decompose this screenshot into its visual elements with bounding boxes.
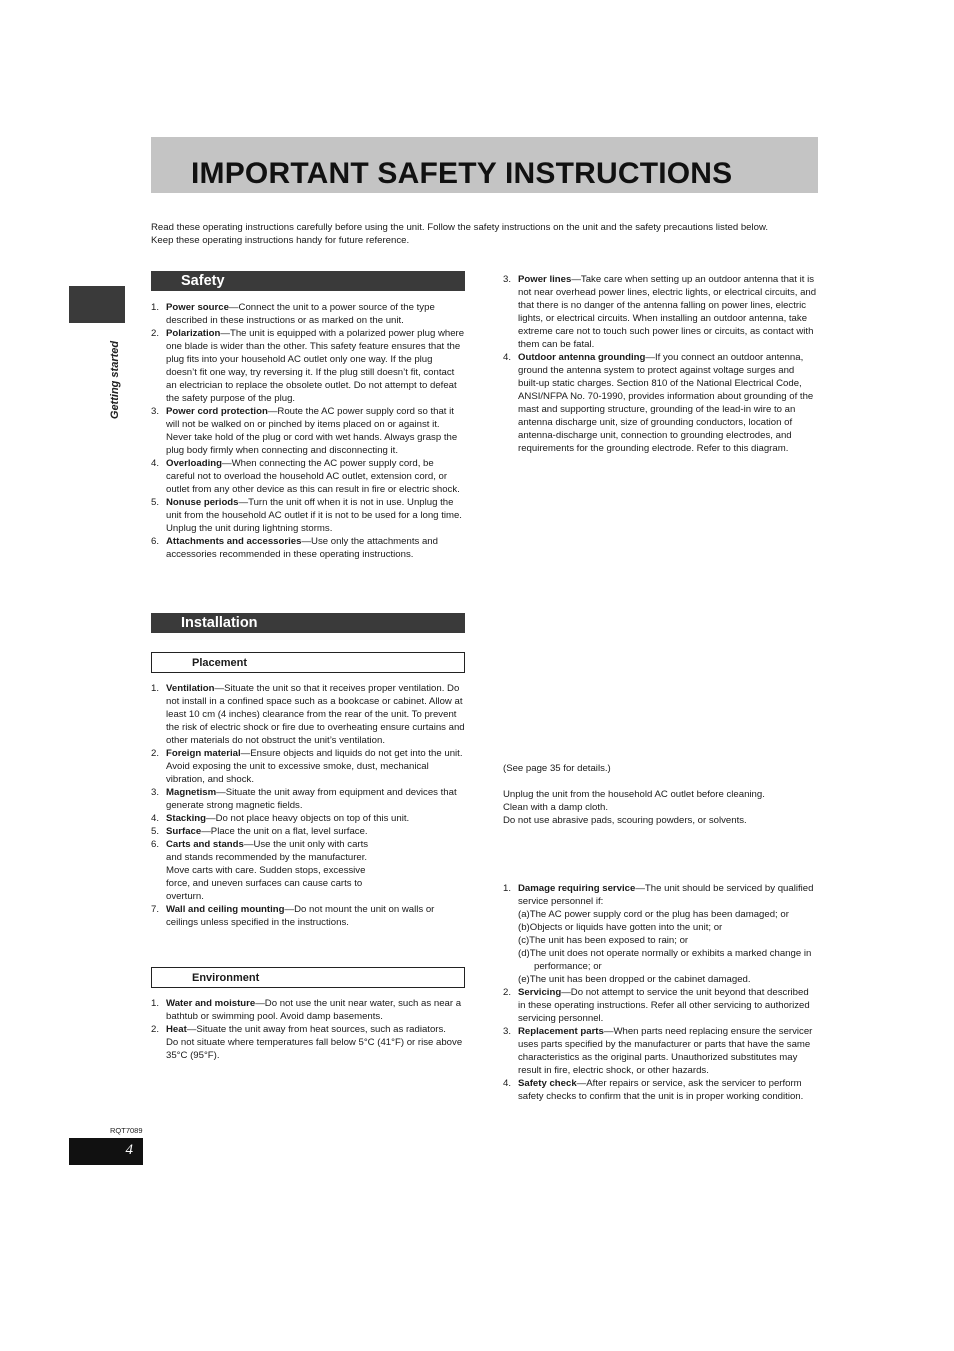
model-code: RQT7089 xyxy=(110,1126,143,1135)
see-page-note: (See page 35 for details.) xyxy=(503,763,611,774)
side-section-label: Getting started xyxy=(109,340,121,420)
list-item: 3. Replacement parts—When parts need replacing ensure the servicer uses parts specified by the manufacturer or parts that have the same characteristics as the original parts. Unauthorized substitutes may result in fire, electric shock, or other hazards. xyxy=(503,1026,813,1076)
list-item: 1. Water and moisture—Do not use the unit near water, such as near a bathtub or swimming pool. Avoid damp basements. xyxy=(151,998,462,1022)
environment-heading: Environment xyxy=(151,967,465,988)
list-item: 5. Surface—Place the unit on a flat, level surface. xyxy=(151,826,368,837)
list-item: 7. Wall and ceiling mounting—Do not mount the unit on walls or ceilings unless specified in the instructions. xyxy=(151,904,435,928)
cleaning-line: Unplug the unit from the household AC outlet before cleaning. xyxy=(503,789,765,800)
list-item: 6. Carts and stands—Use the unit only with carts and stands recommended by the manufacturer. Move carts with care. Sudden stops, excessive force, and uneven surfaces can cause carts to overturn. xyxy=(151,839,369,902)
service-list xyxy=(503,882,817,1103)
page-title: IMPORTANT SAFETY INSTRUCTIONS xyxy=(191,157,733,190)
heat-note: Do not situate where temperatures fall below 5°C (41°F) or rise above 35°C (95°F). xyxy=(166,1037,463,1061)
environment-list xyxy=(151,997,465,1062)
list-item: 3. Power cord protection—Route the AC power supply cord so that it will not be walked on or pinched by items placed on or against it. Never take hold of the plug or cord with wet hands. Always grasp the plug body firmly when connecting and disconnecting it. xyxy=(151,406,458,456)
safety-list xyxy=(151,301,465,561)
list-item: 6. Attachments and accessories—Use only the attachments and accessories recommended in these operating instructions. xyxy=(151,536,438,560)
service-section xyxy=(503,882,817,1103)
installation-section xyxy=(151,613,465,633)
list-item: 2. Polarization—The unit is equipped with a polarized power plug where one blade is wider than the other. This safety feature ensures that the plug fits into your household AC outlet only one way. If the plug doesn’t fit one way, try reversing it. If the plug still doesn’t fit, contact an electrician to replace the obsolete outlet. Do not attempt to defeat the safety purpose of the plug. xyxy=(151,328,465,404)
placement-section xyxy=(151,652,465,929)
cleaning-line: Do not use abrasive pads, scouring powders, or solvents. xyxy=(503,815,747,826)
installation-right-list xyxy=(503,273,817,455)
intro-paragraph xyxy=(151,221,831,247)
list-item: 3. Power lines—Take care when setting up an outdoor antenna that it is not near overhead power lines, electric lights, or electrical circuits, and that there is no danger of the antenna falling on power lines, electric lights, or electrical circuits. When installing an outdoor antenna, take extreme care not to touch such power lines or circuits, as contact with them can be fatal. xyxy=(503,274,817,350)
sub-item: (a)The AC power supply cord or the plug has been damaged; or xyxy=(518,909,789,920)
cleaning-line: Clean with a damp cloth. xyxy=(503,802,609,813)
list-item: 2. Heat—Situate the unit away from heat sources, such as radiators. Do not situate where temperatures fall below 5°C (41°F) or rise above 35°C (95°F). xyxy=(151,1023,465,1062)
installation-heading: Installation xyxy=(151,613,465,633)
list-item: 1. Damage requiring service—The unit should be serviced by qualified service personnel if: (a)The AC power supply cord or the plug has been damaged; or (b)Objects or liquids have gotten into the unit; or (c)The unit has been exposed to rain; or (d)The unit does not operate normally or exhibits a marked change in performance; or (e)The unit has been dropped or the cabinet damaged. xyxy=(503,882,817,986)
page-number: 4 xyxy=(125,1142,133,1158)
list-item: 5. Nonuse periods—Turn the unit off when it is not in use. Unplug the unit from the household AC outlet if it is not to be used for a long time. Unplug the unit during lightning storms. xyxy=(151,497,462,534)
title-band xyxy=(151,137,818,193)
list-item: 1. Ventilation—Situate the unit so that it receives proper ventilation. Do not install in a confined space such as a bookcase or cabinet. Allow at least 10 cm (4 inches) clearance from the rear of the unit. To prevent the risk of electric shock or fire due to overheating ensure curtains and other materials do not obstruct the unit’s ventilation. xyxy=(151,683,465,746)
sub-item: (c)The unit has been exposed to rain; or xyxy=(518,935,689,946)
list-item: 2. Servicing—Do not attempt to service the unit beyond that described in these operating instructions. Refer all other servicing to authorized servicing personnel. xyxy=(503,987,810,1024)
intro-line: Keep these operating instructions handy for future reference. xyxy=(151,235,410,246)
list-item: 4. Overloading—When connecting the AC power supply cord, be careful not to overload the household AC outlet, extension cord, or outlet from any other device as this can result in fire or electric shock. xyxy=(151,458,460,495)
list-item: 3. Magnetism—Situate the unit away from equipment and devices that generate strong magnetic fields. xyxy=(151,787,457,811)
safety-heading: Safety xyxy=(151,271,465,291)
list-item: 2. Foreign material—Ensure objects and liquids do not get into the unit. Avoid exposing the unit to excessive smoke, dust, mechanical vibration, and shock. xyxy=(151,748,463,785)
installation-continued xyxy=(503,273,817,455)
list-item: 4. Stacking—Do not place heavy objects on top of this unit. xyxy=(151,813,410,824)
cleaning-section xyxy=(503,788,817,827)
list-item: 4. Safety check—After repairs or service, ask the servicer to perform safety checks to confirm that the unit is in proper working condition. xyxy=(503,1078,804,1102)
list-item: 4. Outdoor antenna grounding—If you connect an outdoor antenna, ground the antenna system to protect against voltage surges and built-up static charges. Section 810 of the National Electrical Code, ANSI/NFPA No. 70-1990, provides information about grounding of the mast and supporting structure, grounding of the lead-in wire to an antenna discharge unit, size of grounding conductors, location of antenna-discharge unit, connection to grounding electrodes, and requirements for the grounding electrode. Refer to this diagram. xyxy=(503,352,814,454)
sub-item: (d)The unit does not operate normally or exhibits a marked change in performance; or xyxy=(518,948,812,972)
page-number-box xyxy=(69,1138,143,1165)
intro-line: Read these operating instructions carefully before using the unit. Follow the safety instructions on the unit and the safety precautions listed below. xyxy=(151,222,769,233)
sub-item: (b)Objects or liquids have gotten into the unit; or xyxy=(518,922,723,933)
sub-item: (e)The unit has been dropped or the cabinet damaged. xyxy=(518,974,751,985)
safety-section xyxy=(151,271,465,561)
list-item: 1. Power source—Connect the unit to a power source of the type described in these instructions or as marked on the unit. xyxy=(151,302,435,326)
placement-list xyxy=(151,682,465,929)
side-tab xyxy=(69,286,125,323)
placement-heading: Placement xyxy=(151,652,465,673)
environment-section xyxy=(151,967,465,1062)
